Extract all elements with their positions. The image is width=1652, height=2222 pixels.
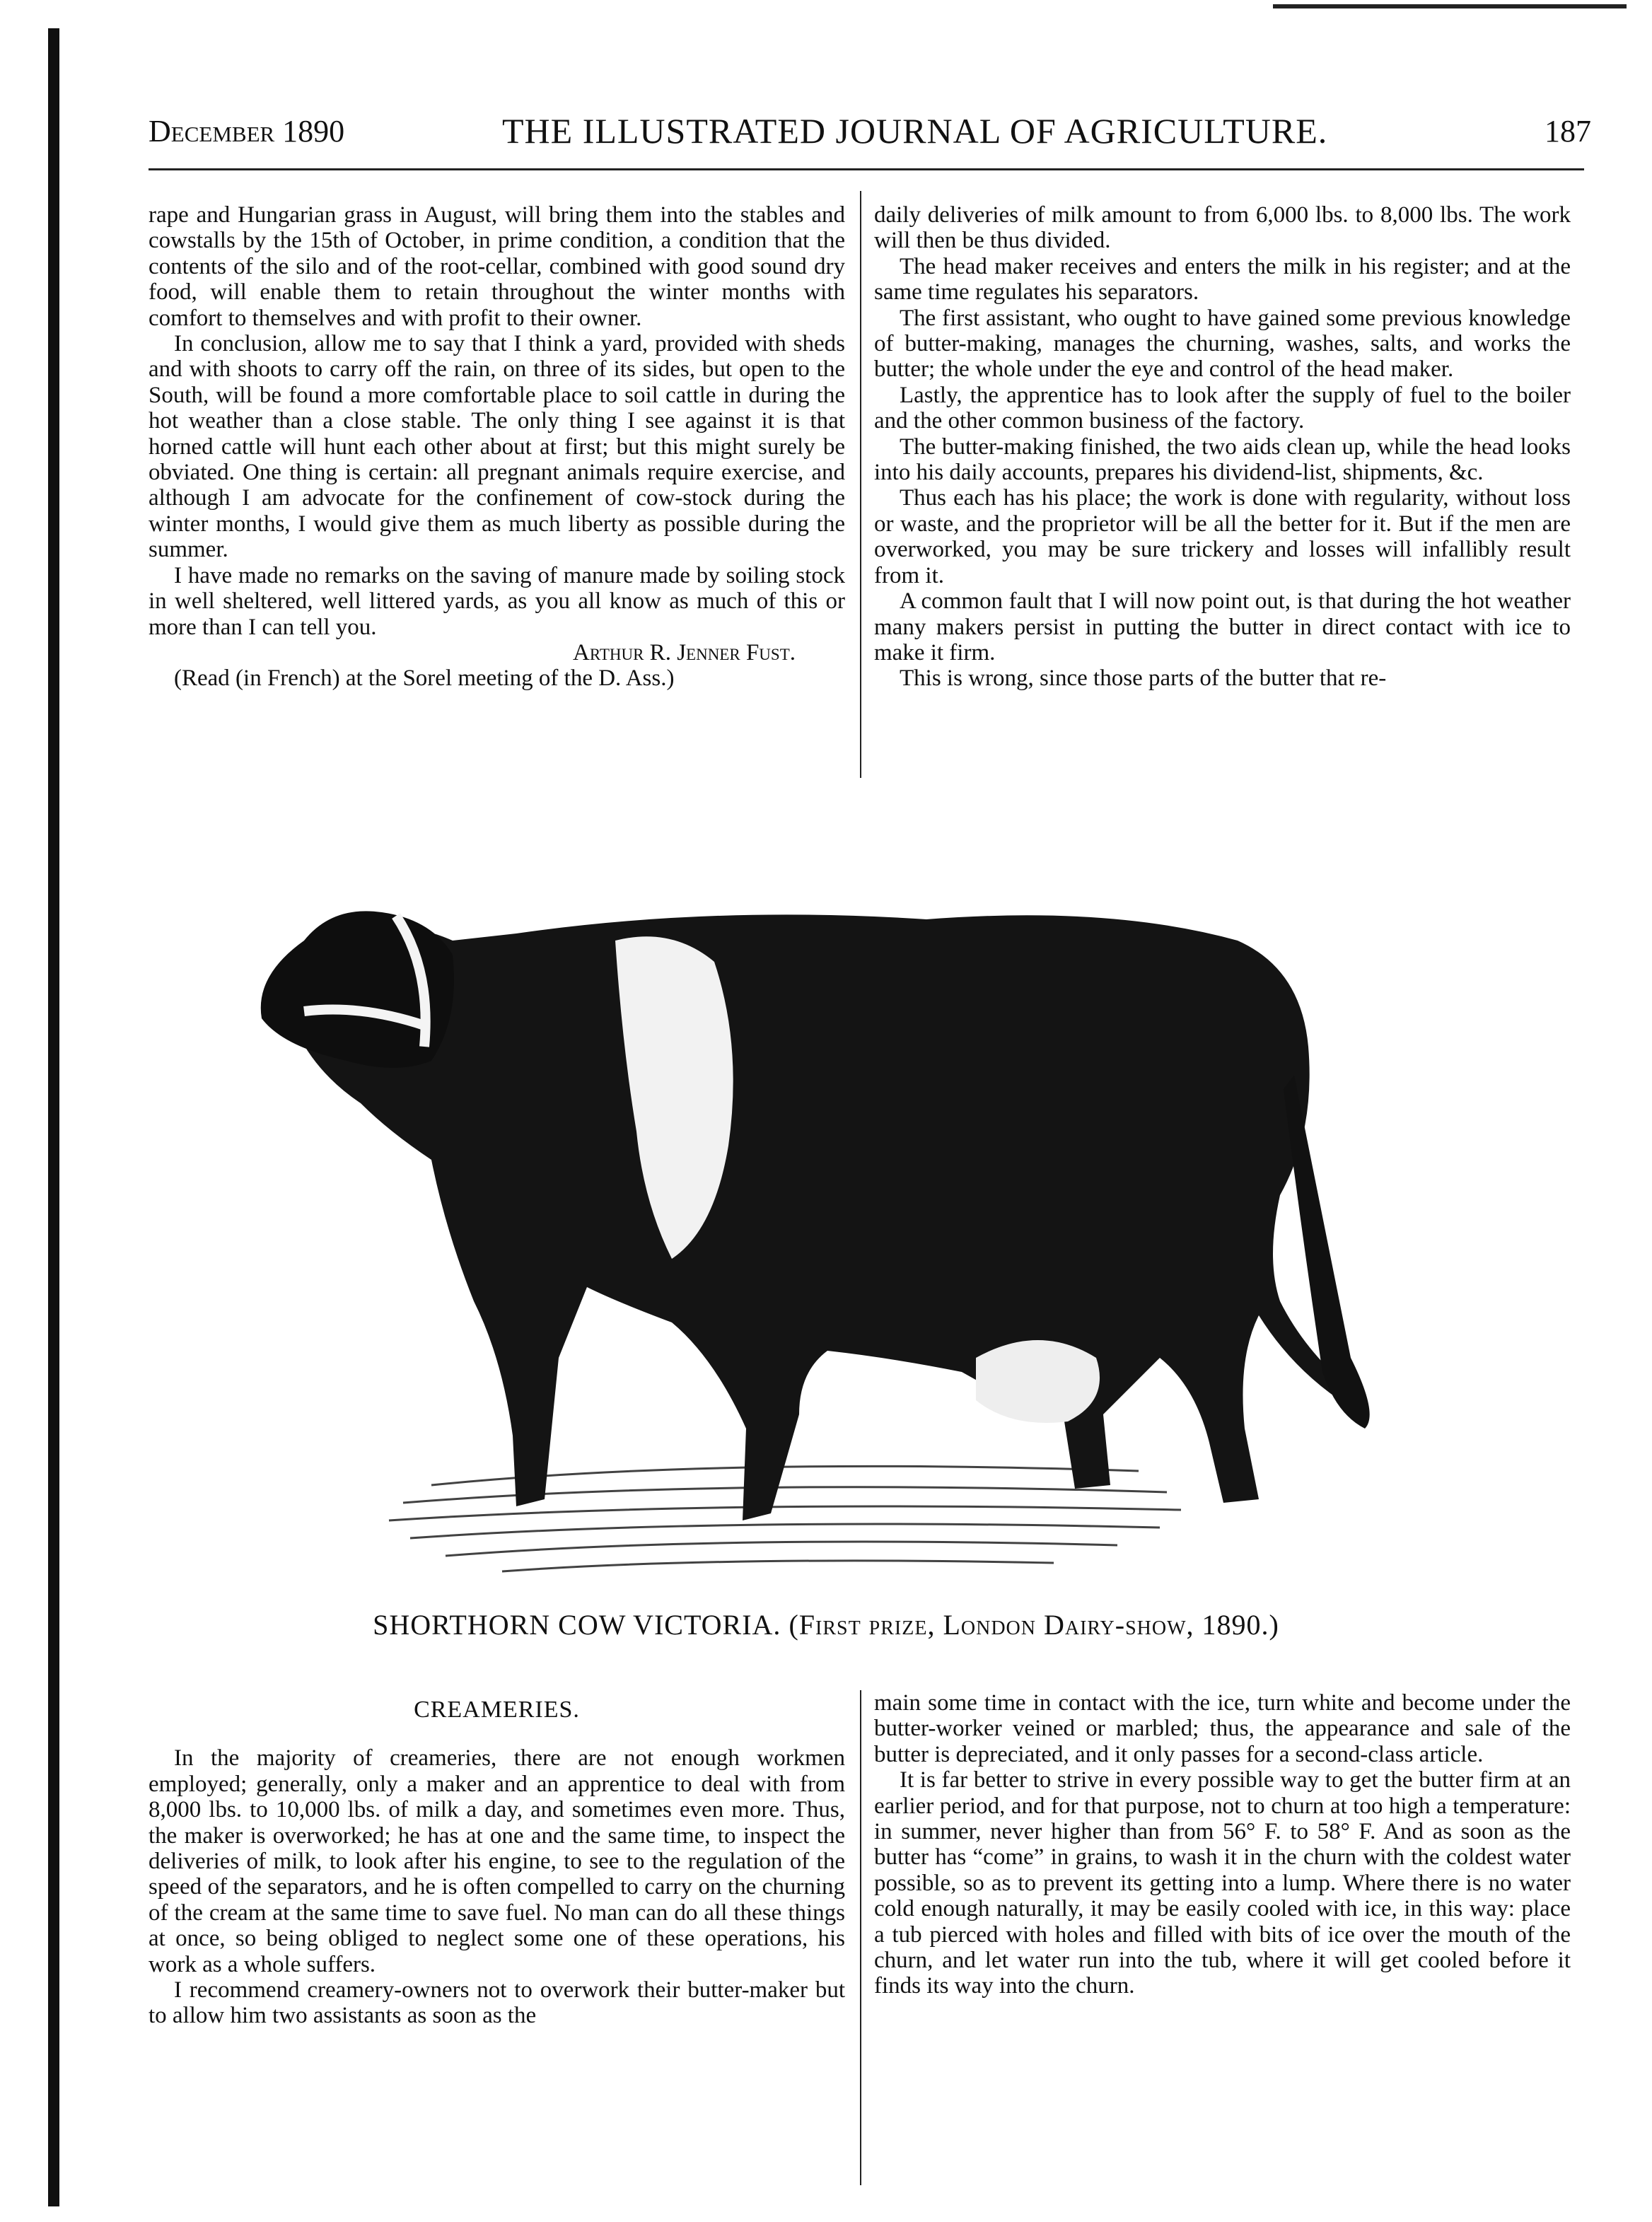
running-header [149,113,1591,156]
read-note: (Read (in French) at the Sorel meeting of the D. Ass.) [174,665,675,692]
cow-illustration [219,863,1393,1591]
scan-mark [1273,4,1627,8]
column-divider [860,1690,861,2185]
binding-edge [48,28,59,2206]
top-right-column [874,202,1571,692]
ground-shadow [389,1466,1181,1571]
paragraph: This is wrong, since those parts of the butter that re- [900,665,1387,692]
paragraph: The head maker receives and enters the milk in his register; and at the same time regulates his separators. [874,253,1571,306]
bottom-left-column [149,1690,845,2029]
paragraph: Lastly, the apprentice has to look after the supply of fuel to the boiler and the other common business of the factory. [874,382,1571,434]
caption-title: SHORTHORN COW VICTORIA. [373,1609,781,1641]
author-signature: Arthur R. Jenner Fust. [573,639,796,665]
paragraph: The butter-making finished, the two aids clean up, while the head looks into his daily accounts, prepares his dividend-list, shipments, &c. [874,434,1571,486]
figure-caption [0,1608,1652,1641]
journal-title: THE ILLUSTRATED JOURNAL OF AGRICULTURE. [502,111,1328,151]
section-heading: CREAMERIES. [414,1697,580,1723]
column-divider [860,191,861,778]
paragraph: rape and Hungarian grass in August, will bring them into the stables and cowstalls by the 15th of October, in prime condition, a condition that the contents of the silo and of the root-cellar, combined with good sound dry food, will enable them to retain throughout the winter months with comfort to themselves and with profit to their owner. [149,202,845,331]
paragraph: main some time in contact with the ice, turn white and become under the butter-worker veined or marbled; thus, the appearance and sale of the butter is depreciated, and it only passes for a second-class article. [874,1690,1571,1767]
cow-udder [976,1340,1100,1423]
paragraph: A common fault that I will now point out, is that during the hot weather many makers persist in putting the butter in direct contact with ice to make it firm. [874,588,1571,665]
header-date: December 1890 [149,114,345,149]
top-left-column [149,202,845,692]
paragraph: I have made no remarks on the saving of manure made by soiling stock in well sheltered, well littered yards, as you all know as much of this or more than I can tell you. [149,562,845,640]
paragraph: The first assistant, who ought to have gained some previous knowledge of butter-making, manages the churning, washes, salts, and works the butter; the whole under the eye and control of the head maker. [874,305,1571,383]
cow-body [294,914,1365,1520]
bottom-right-column [874,1690,1571,1999]
cow-tail [1284,1075,1370,1429]
paragraph: In conclusion, allow me to say that I think a yard, provided with sheds and with shoots to carry off the rain, on three of its sides, but open to the South, will be found a more comfortable place to soil cattle in during the hot weather than a close stable. The only thing I see against it is that horned cattle will hunt each other about at first; but this might surely be obviated. One thing is certain: all pregnant animals require exercise, and although I am advocate for the confinement of cow-stock during the winter months, I would give them as much liberty as possible during the summer. [149,331,845,563]
paragraph: In the majority of creameries, there are not enough workmen employed; generally, only a maker and an apprentice to deal with from 8,000 lbs. to 10,000 lbs. of milk a day, and sometimes even more. Thus, the maker is overworked; he has at one and the same time, to inspect the deliveries of milk, to look after his engine, to see to the regulation of the speed of the separators, and he is often compelled to carry on the churning of the cream at the same time to save fuel. No man can do all these things at once, so being obliged to neglect some one of these operations, his work as a whole suffers. [149,1745,845,1977]
paragraph: I recommend creamery-owners not to overwork their butter-maker but to allow him two assistants as soon as the [149,1977,845,2029]
paragraph: daily deliveries of milk amount to from 6,000 lbs. to 8,000 lbs. The work will then be thus divided. [874,202,1571,254]
header-rule [149,168,1584,170]
paragraph: It is far better to strive in every possible way to get the butter firm at an earlier period, and for that purpose, not to churn at too high a temperature: in summer, never higher than from 56° F. to 58° F. And as soon as the butter has “come” in grains, to wash it in the churn with the coldest water possible, so as to prevent its getting into a lump. Where there is no water cold enough naturally, it may be easily cooled with ice, in this way: place a tub pierced with holes and filled with bits of ice over the mouth of the churn, and let water run into the tub, where it will get cooled before it finds its way into the churn. [874,1767,1571,1999]
paragraph: Thus each has his place; the work is done with regularity, without loss or waste, and the proprietor will be all the better for it. But if the men are overworked, you may be sure trickery and losses will infallibly result from it. [874,485,1571,588]
caption-subtitle: (First prize, London Dairy-show, 1890.) [789,1609,1279,1641]
page-number: 187 [1545,114,1591,149]
